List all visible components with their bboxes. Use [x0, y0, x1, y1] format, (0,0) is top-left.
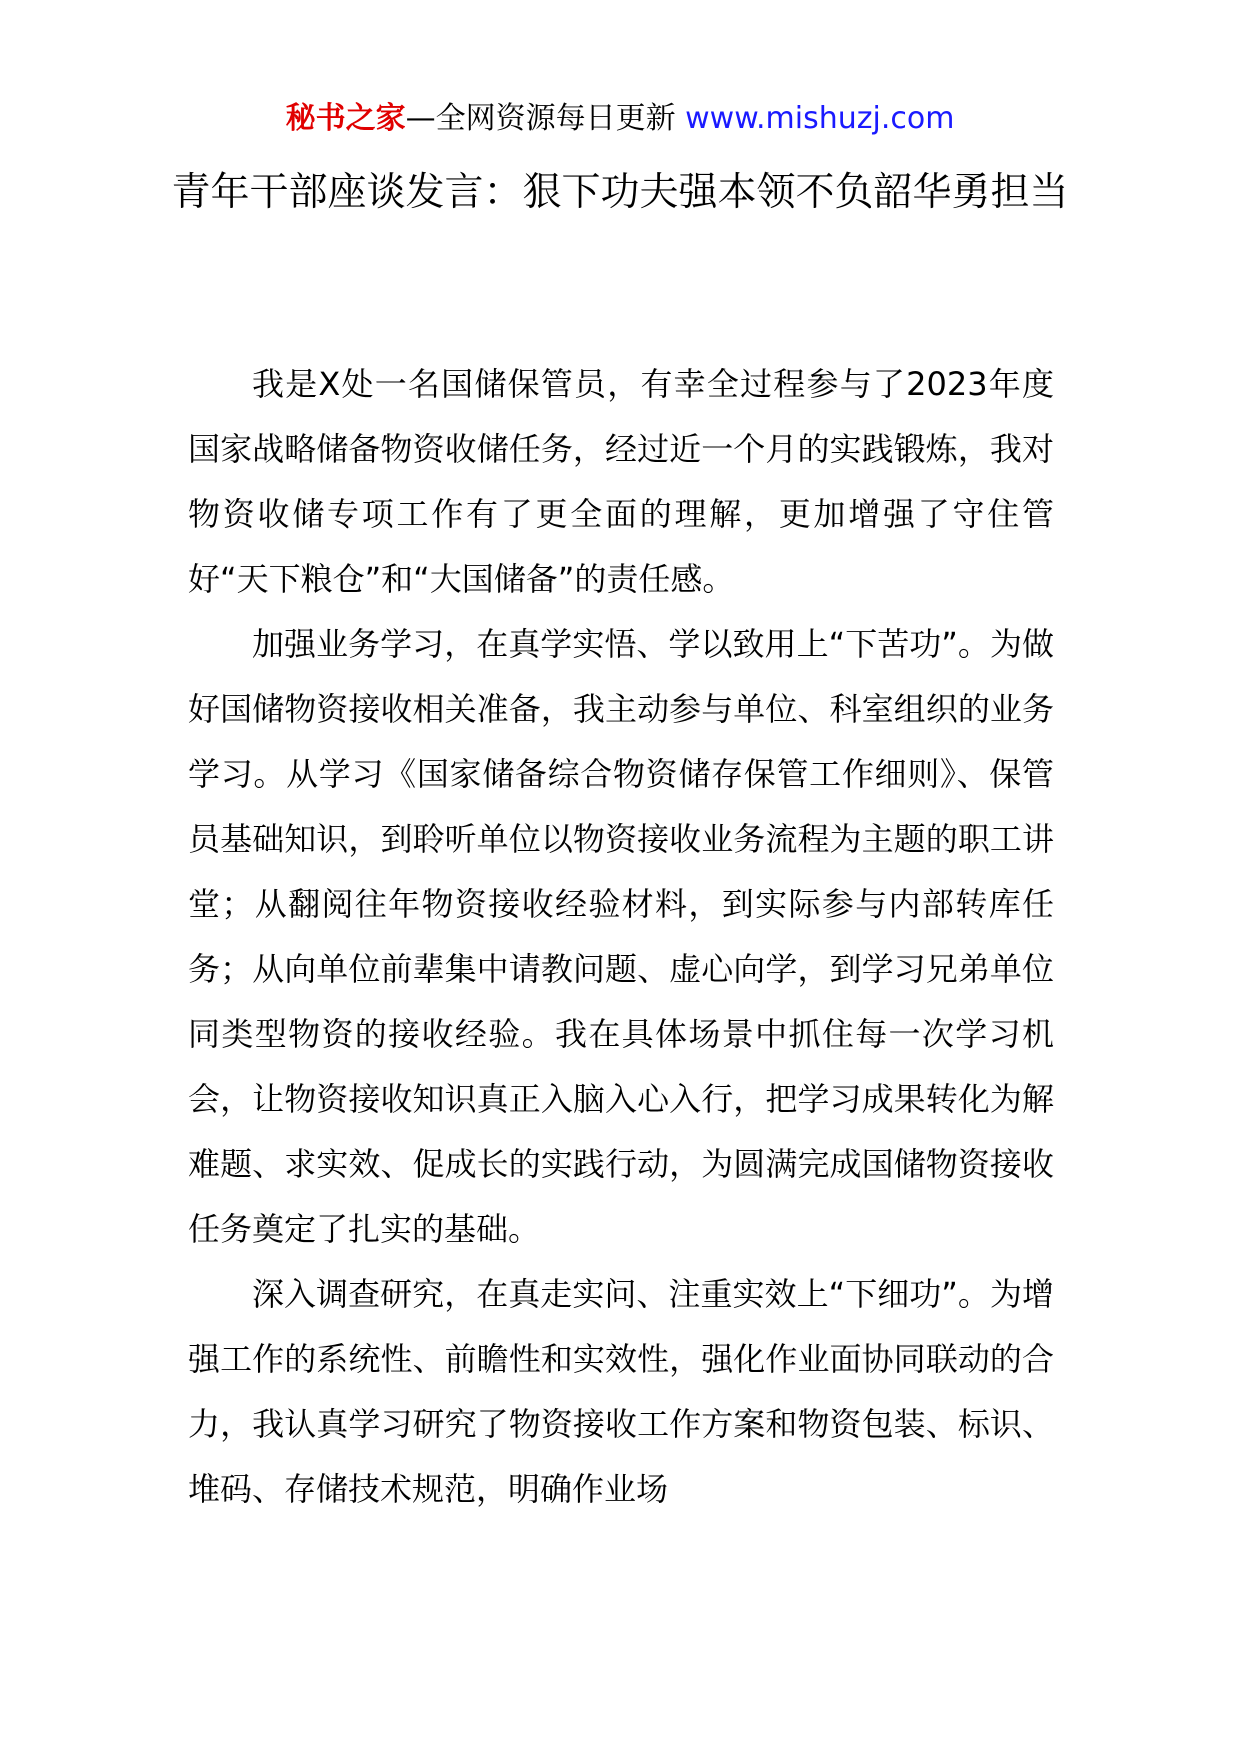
paragraph: 深入调查研究，在真走实问、注重实效上“下细功”。为增强工作的系统性、前瞻性和实效性，强化作业面协同联动的合力，我认真学习研究了物资接收工作方案和物资包装、标识、堆码、存储技术规范，明确作业场 [188, 1275, 1054, 1508]
paragraph: 我是X处一名国储保管员，有幸全过程参与了2023年度国家战略储备物资收储任务，经过近一个月的实践锻炼，我对物资收储专项工作有了更全面的理解，更加增强了守住管好“天下粮仓”和“大国储备”的责任感。 [188, 365, 1054, 598]
site-header [0, 98, 1240, 140]
site-tagline: —全网资源每日更新 [405, 101, 676, 136]
document-body [188, 352, 1054, 1522]
site-brand: 秘书之家 [285, 101, 406, 136]
paragraph: 加强业务学习，在真学实悟、学以致用上“下苦功”。为做好国储物资接收相关准备，我主动参与单位、科室组织的业务学习。从学习《国家储备综合物资储存保管工作细则》、保管员基础知识，到聆听单位以物资接收业务流程为主题的职工讲堂；从翻阅往年物资接收经验材料，到实际参与内部转库任务；从向单位前辈集中请教问题、虚心向学，到学习兄弟单位同类型物资的接收经验。我在具体场景中抓住每一次学习机会，让物资接收知识真正入脑入心入行，把学习成果转化为解难题、求实效、促成长的实践行动，为圆满完成国储物资接收任务奠定了扎实的基础。 [188, 625, 1054, 1248]
document-title: 青年干部座谈发言：狠下功夫强本领不负韶华勇担当 [171, 170, 1069, 215]
site-url-link[interactable]: www.mishuzj.com [685, 101, 955, 136]
